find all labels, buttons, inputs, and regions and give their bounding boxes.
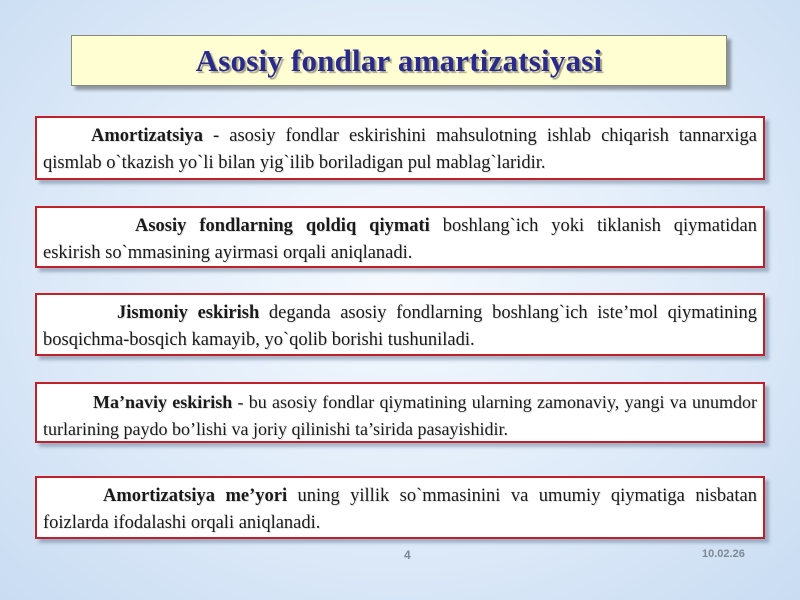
definition-text: deganda asosiy fondlarning boshlang`ich iste’mol qiymatining bosqichma-bosqich kamayib, yo`qolib borishi tushuniladi.	[43, 303, 757, 350]
definition-box-residual-value	[35, 206, 765, 268]
slide-number: 4	[404, 548, 411, 562]
definition-box-physical-wear	[35, 293, 765, 356]
definition-box-amortization-rate	[35, 476, 765, 539]
definition-term: Amortizatsiya	[91, 126, 203, 146]
slide-title-box	[71, 35, 727, 86]
slide-date: 10.02.26	[702, 548, 745, 560]
definition-text: uning yillik so`mmasinini va umumiy qiymatiga nisbatan foizlarda ifodalashi orqali aniqlanadi.	[43, 486, 757, 533]
definition-term: Jismoniy eskirish	[117, 303, 260, 323]
definition-term: Asosiy fondlarning qoldiq qiymati	[135, 216, 430, 236]
definition-term: Amortizatsiya me’yori	[103, 486, 288, 506]
definition-box-amortization	[35, 116, 765, 180]
definition-box-moral-wear	[35, 382, 765, 443]
definition-text: boshlang`ich yoki tiklanish qiymatidan eskirish so`mmasining ayirmasi orqali aniqlanadi.	[43, 216, 758, 263]
slide-title: Asosiy fondlar amartizatsiyasi	[195, 42, 603, 78]
definition-text: - asosiy fondlar eskirishini mahsulotning ishlab chiqarish tannarxiga qismlab o`tkazish yo`li bilan yig`ilib boriladigan pul mablag`laridir.	[43, 126, 757, 173]
definition-term: Ma’naviy eskirish	[93, 392, 233, 412]
definition-text: - bu asosiy fondlar qiymatining ularning zamonaviy, yangi va unumdor turlarining paydo bo’lishi va joriy qilinishi ta’sirida pasayishidir.	[43, 392, 757, 439]
